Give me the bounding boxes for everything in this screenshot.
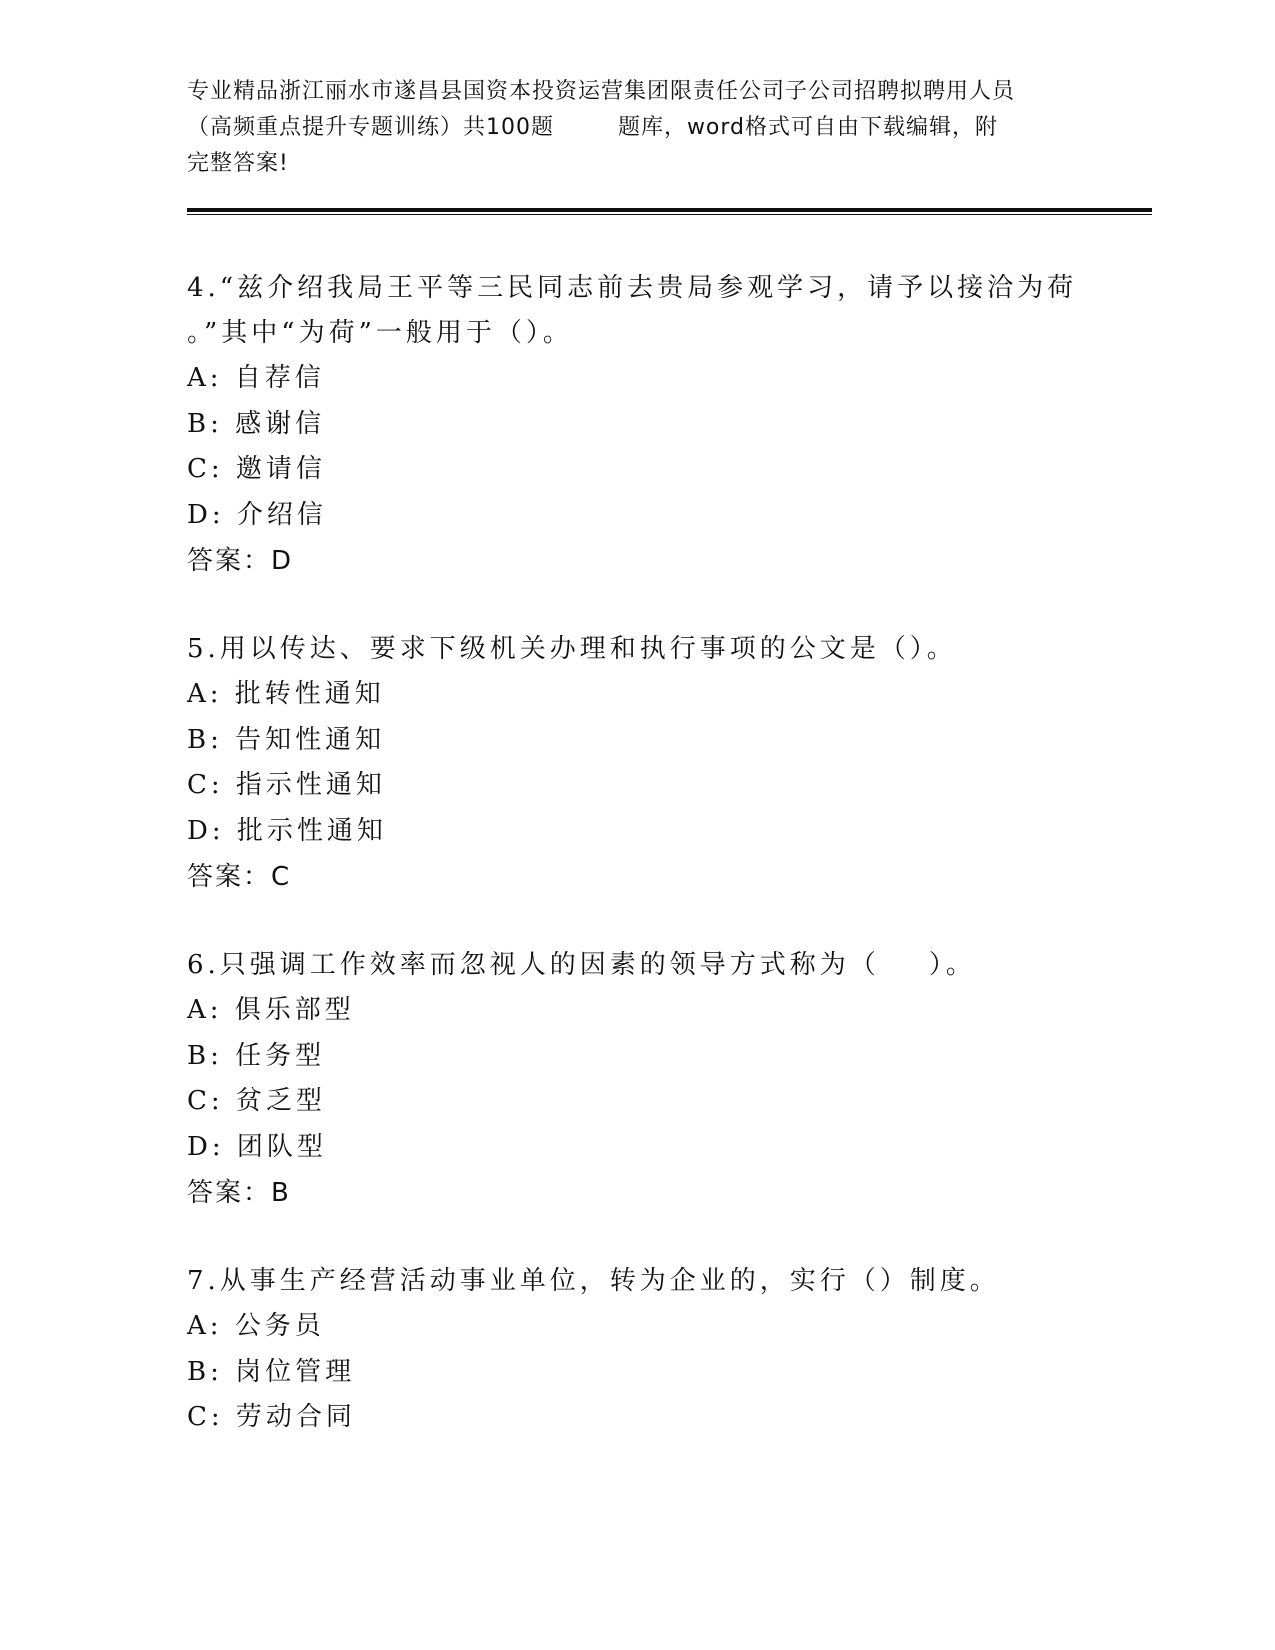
option-a: A: 公务员 (187, 1311, 325, 1341)
option-b: B: 岗位管理 (187, 1356, 356, 1387)
option-d: D: 批示性通知 (187, 815, 387, 846)
option-c: C: 劳动合同 (187, 1402, 356, 1432)
document-header (187, 74, 1087, 182)
divider-thin-line (187, 214, 1152, 215)
option-b: B: 告知性通知 (187, 724, 386, 755)
answer-text: 答案：B (187, 1178, 291, 1208)
option-c: C: 指示性通知 (187, 770, 386, 800)
question-text: 。”其中“为荷”一般用于（）。 (187, 318, 573, 348)
option-c: C: 邀请信 (187, 454, 326, 484)
divider-thick-line (187, 208, 1152, 212)
option-b: B: 感谢信 (187, 408, 326, 439)
question-text: 6.只强调工作效率而忽视人的因素的领导方式称为（ ）。 (187, 950, 976, 980)
question-list (187, 266, 1087, 1441)
question-text: 4.“兹介绍我局王平等三民同志前去贵局参观学习，请予以接洽为荷 (187, 273, 1078, 303)
question-text: 7.从事生产经营活动事业单位，转为企业的，实行（）制度。 (187, 1266, 1000, 1296)
header-line: （高频重点提升专题训练）共100题 题库，word格式可自由下载编辑，附 (187, 115, 999, 140)
option-b: B: 任务型 (187, 1040, 326, 1071)
question-item (187, 627, 1087, 900)
option-d: D: 团队型 (187, 1131, 327, 1162)
answer-text: 答案：C (187, 862, 292, 892)
question-item (187, 266, 1087, 584)
header-line: 完整答案! (187, 151, 289, 176)
option-a: A: 批转性通知 (187, 679, 385, 709)
option-d: D: 介绍信 (187, 499, 327, 530)
answer-text: 答案：D (187, 546, 294, 576)
question-item (187, 1259, 1087, 1441)
option-c: C: 贫乏型 (187, 1086, 326, 1116)
question-text: 5.用以传达、要求下级机关办理和执行事项的公文是（）。 (187, 634, 957, 664)
question-item (187, 943, 1087, 1216)
option-a: A: 自荐信 (187, 363, 325, 393)
option-a: A: 俱乐部型 (187, 995, 355, 1025)
header-line: 专业精品浙江丽水市遂昌县国资本投资运营集团限责任公司子公司招聘拟聘用人员 (187, 79, 1016, 104)
header-divider (187, 208, 1152, 215)
